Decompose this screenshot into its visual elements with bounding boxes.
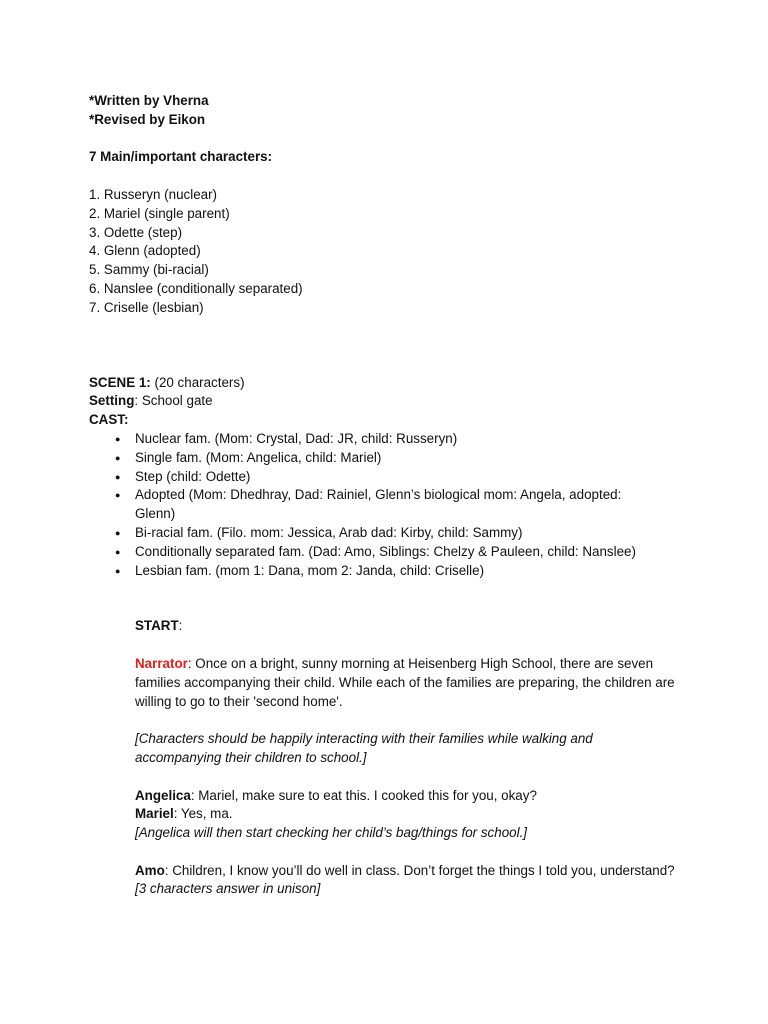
setting-label: Setting xyxy=(89,393,135,409)
character-item: 3. Odette (step) xyxy=(89,224,183,240)
character-item: 4. Glenn (adopted) xyxy=(89,243,201,259)
document-page xyxy=(89,92,749,899)
amo-dialogue xyxy=(135,862,680,881)
bullet-icon: ● xyxy=(115,471,121,482)
cast-item-text: Nuclear fam. (Mom: Crystal, Dad: JR, child: Russeryn) xyxy=(135,430,458,446)
cast-item xyxy=(89,430,665,449)
cast-item-text: Conditionally separated fam. (Dad: Amo, Siblings: Chelzy & Pauleen, child: Nanslee) xyxy=(135,543,636,559)
stage-direction: [3 characters answer in unison] xyxy=(135,881,321,897)
bullet-icon: ● xyxy=(115,490,121,501)
character-item: 7. Criselle (lesbian) xyxy=(89,299,204,315)
revised-by-credit: *Revised by Eikon xyxy=(89,111,206,127)
character-item: 6. Nanslee (conditionally separated) xyxy=(89,280,303,296)
bullet-icon: ● xyxy=(115,452,121,463)
cast-label: CAST: xyxy=(89,412,129,428)
cast-item-text: Lesbian fam. (mom 1: Dana, mom 2: Janda, child: Criselle) xyxy=(135,562,485,578)
start-marker xyxy=(135,617,680,636)
narrator-name: Narrator xyxy=(135,655,188,671)
angelica-line: : Mariel, make sure to eat this. I cooked this for you, okay? xyxy=(190,787,537,803)
cast-item-text: Adopted (Mom: Dhedhray, Dad: Rainiel, Glenn’s biological mom: Angela, adopted: Glenn) xyxy=(135,487,622,522)
cast-item-text: Step (child: Odette) xyxy=(135,468,251,484)
character-item: 5. Sammy (bi-racial) xyxy=(89,262,209,278)
mariel-line: : Yes, ma. xyxy=(173,806,233,822)
cast-item xyxy=(89,543,665,562)
bullet-icon: ● xyxy=(115,527,121,538)
start-label: START xyxy=(135,618,179,634)
cast-item-text: Single fam. (Mom: Angelica, child: Mariel) xyxy=(135,449,382,465)
bullet-icon: ● xyxy=(115,565,121,576)
stage-direction: [Angelica will then start checking her child’s bag/things for school.] xyxy=(135,825,528,841)
characters-heading: 7 Main/important characters: xyxy=(89,149,273,165)
stage-direction: [Characters should be happily interacting with their families while walking and accompanying their children to school.] xyxy=(135,731,593,765)
mariel-name: Mariel xyxy=(135,806,174,822)
scene-setting xyxy=(89,392,749,411)
cast-item xyxy=(89,486,665,524)
cast-item xyxy=(89,468,665,487)
scene-count: (20 characters) xyxy=(150,374,245,390)
cast-item xyxy=(89,562,665,581)
amo-name: Amo xyxy=(135,862,165,878)
cast-item xyxy=(89,449,665,468)
scene-heading xyxy=(89,374,749,393)
bullet-icon: ● xyxy=(115,433,121,444)
angelica-name: Angelica xyxy=(135,787,191,803)
mariel-dialogue xyxy=(135,805,680,824)
script-body xyxy=(135,617,680,899)
setting-value: : School gate xyxy=(134,393,213,409)
character-item: 2. Mariel (single parent) xyxy=(89,205,230,221)
cast-item xyxy=(89,524,665,543)
scene-label: SCENE 1: xyxy=(89,374,151,390)
characters-list xyxy=(89,186,749,318)
bullet-icon: ● xyxy=(115,546,121,557)
cast-item-text: Bi-racial fam. (Filo. mom: Jessica, Arab dad: Kirby, child: Sammy) xyxy=(135,524,523,540)
angelica-dialogue xyxy=(135,787,680,806)
written-by-credit: *Written by Vherna xyxy=(89,93,209,108)
narrator-dialogue xyxy=(135,655,680,711)
amo-line: : Children, I know you’ll do well in class. Don’t forget the things I told you, understand? xyxy=(164,862,675,878)
narrator-line: : Once on a bright, sunny morning at Heisenberg High School, there are seven families accompanying their child. While each of the families are preparing, the children are willing to go to their 'second home'. xyxy=(135,655,675,709)
start-colon: : xyxy=(178,618,183,634)
character-item: 1. Russeryn (nuclear) xyxy=(89,186,218,202)
cast-list xyxy=(89,430,749,580)
